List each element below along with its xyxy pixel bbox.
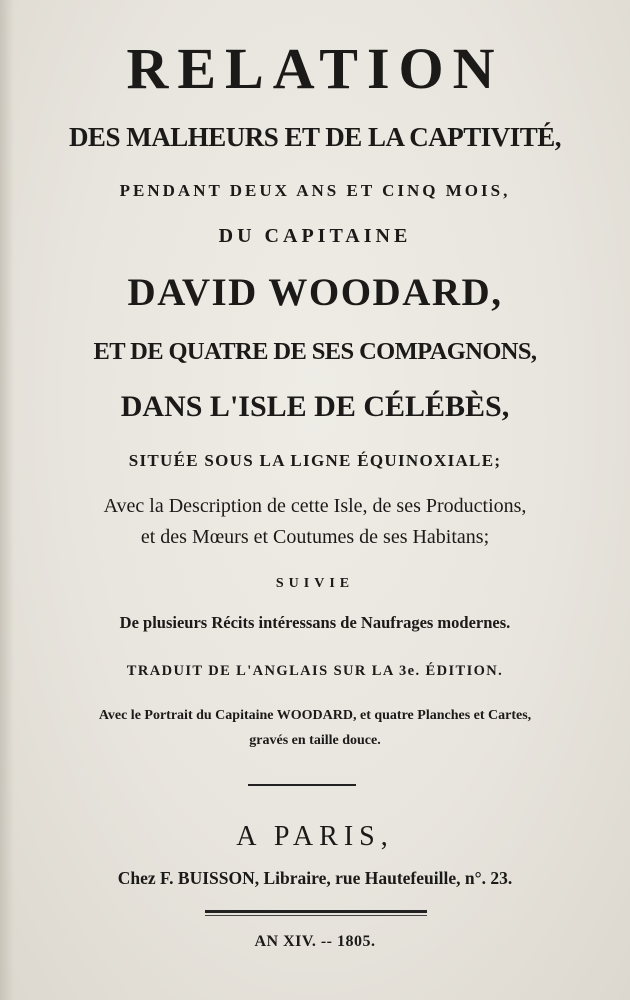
subtitle-line-4: ET DE QUATRE DE SES COMPAGNONS, (93, 338, 537, 365)
subtitle-line-1: DES MALHEURS ET DE LA CAPTIVITÉ, (68, 122, 562, 152)
imprint-city: A PARIS, (236, 821, 394, 852)
description-line-2: et des Mœurs et Coutumes de ses Habitans; (140, 526, 490, 548)
recits-line: De plusieurs Récits intéressans de Naufrages modernes. (119, 613, 511, 632)
suivie-label: SUIVIE (275, 576, 355, 591)
subtitle-line-5: DANS L'ISLE DE CÉLÉBÈS, (120, 390, 510, 423)
portrait-line-1: Avec le Portrait du Capitaine WOODARD, et quatre Planches et Cartes, (98, 708, 532, 723)
imprint-date: AN XIV. -- 1805. (254, 933, 376, 950)
divider-rule (248, 784, 356, 786)
imprint-publisher: Chez F. BUISSON, Libraire, rue Hautefeuille, n°. 23. (117, 868, 513, 888)
book-title: RELATION (126, 36, 504, 101)
subtitle-line-2: PENDANT DEUX ANS ET CINQ MOIS, (119, 181, 511, 200)
subtitle-line-3: DU CAPITAINE (218, 225, 412, 247)
description-line-1: Avec la Description de cette Isle, de ses Productions, (103, 495, 527, 517)
translation-line: TRADUIT DE L'ANGLAIS SUR LA 3e. ÉDITION. (126, 663, 504, 679)
double-divider-rule (205, 910, 427, 913)
subtitle-line-6: SITUÉE SOUS LA LIGNE ÉQUINOXIALE; (128, 451, 502, 470)
portrait-line-2: gravés en taille douce. (249, 733, 381, 748)
captain-name: DAVID WOODARD, (127, 271, 503, 314)
